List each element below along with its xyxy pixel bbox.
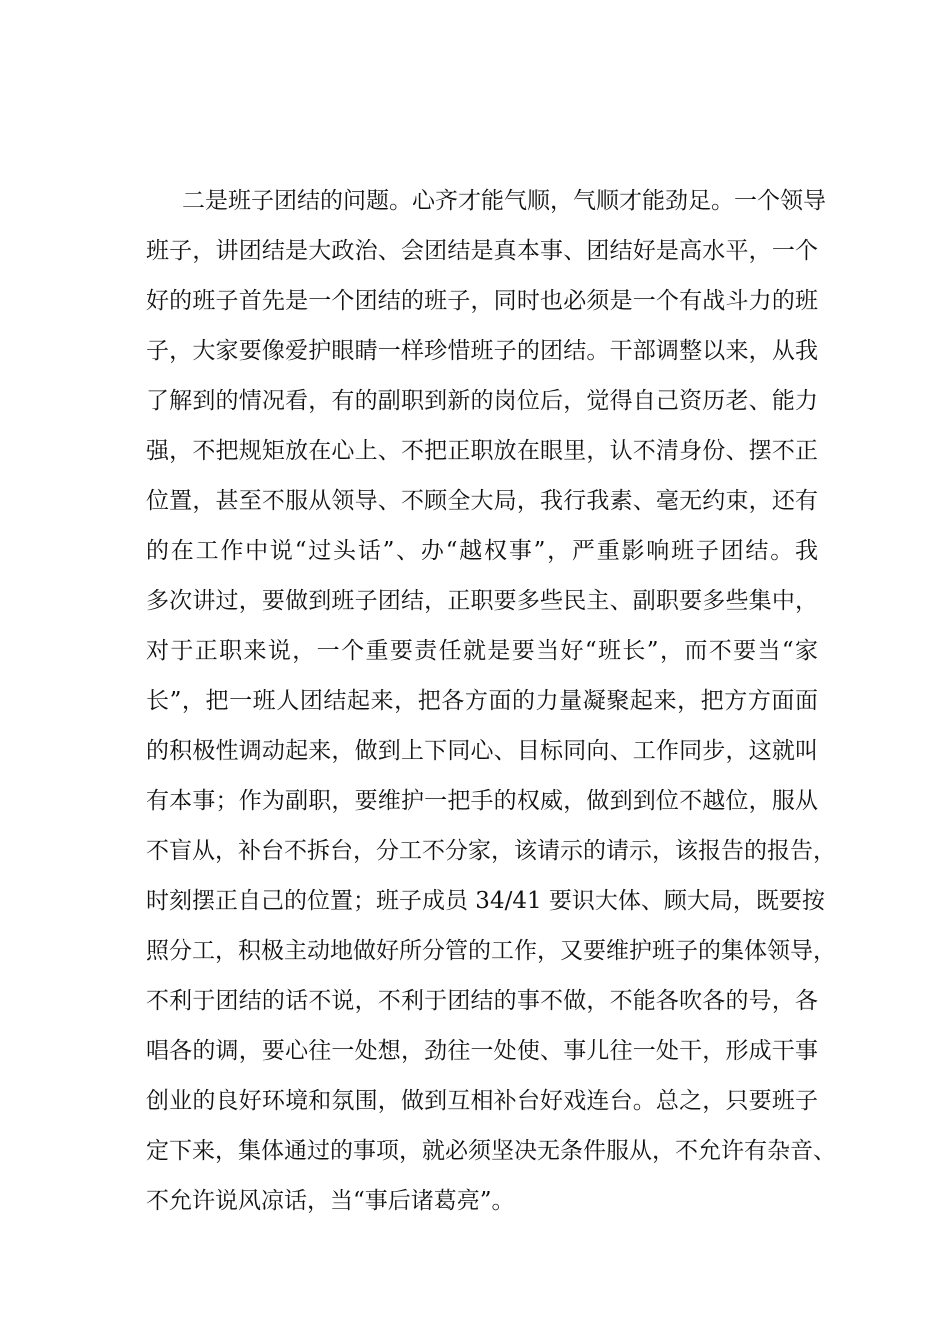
paragraph-line: 多次讲过，要做到班子团结，正职要多些民主、副职要多些集中， xyxy=(146,588,818,614)
paragraph-line: 不盲从，补台不拆台，分工不分家，该请示的请示，该报告的报告， xyxy=(146,838,836,864)
paragraph-line: 的在工作中说“过头话”、办“越权事”，严重影响班子团结。我 xyxy=(146,538,818,564)
paragraph-line: 唱各的调，要心往一处想，劲往一处使、事儿往一处干，形成干事 xyxy=(146,1038,818,1064)
paragraph-line: 不允许说风凉话，当“事后诸葛亮”。 xyxy=(146,1188,515,1214)
paragraph-line: 强，不把规矩放在心上、不把正职放在眼里，认不清身份、摆不正 xyxy=(146,438,818,464)
paragraph-line: 子，大家要像爱护眼睛一样珍惜班子的团结。干部调整以来，从我 xyxy=(146,338,818,364)
paragraph-line: 时刻摆正自己的位置；班子成员 34/41 要识大体、顾大局，既要按 xyxy=(146,888,825,914)
paragraph-line: 有本事；作为副职，要维护一把手的权威，做到到位不越位，服从 xyxy=(146,788,818,814)
paragraph-line: 好的班子首先是一个团结的班子，同时也必须是一个有战斗力的班 xyxy=(146,288,818,314)
paragraph-line: 对于正职来说，一个重要责任就是要当好“班长”，而不要当“家 xyxy=(146,638,818,664)
paragraph-line: 位置，甚至不服从领导、不顾全大局，我行我素、毫无约束，还有 xyxy=(146,488,818,514)
paragraph-line: 了解到的情况看，有的副职到新的岗位后，觉得自己资历老、能力 xyxy=(146,388,818,414)
paragraph-line: 创业的良好环境和氛围，做到互相补台好戏连台。总之，只要班子 xyxy=(146,1088,818,1114)
paragraph-line: 二是班子团结的问题。心齐才能气顺，气顺才能劲足。一个领导 xyxy=(182,188,826,214)
body-paragraph xyxy=(146,176,836,1226)
paragraph-line: 的积极性调动起来，做到上下同心、目标同向、工作同步，这就叫 xyxy=(146,738,818,764)
paragraph-line: 定下来，集体通过的事项，就必须坚决无条件服从，不允许有杂音、 xyxy=(146,1138,836,1164)
paragraph-line: 照分工，积极主动地做好所分管的工作，又要维护班子的集体领导， xyxy=(146,938,836,964)
paragraph-line: 不利于团结的话不说，不利于团结的事不做，不能各吹各的号，各 xyxy=(146,988,818,1014)
paragraph-line: 长”，把一班人团结起来，把各方面的力量凝聚起来，把方方面面 xyxy=(146,688,818,714)
paragraph-line: 班子，讲团结是大政治、会团结是真本事、团结好是高水平，一个 xyxy=(146,238,818,264)
